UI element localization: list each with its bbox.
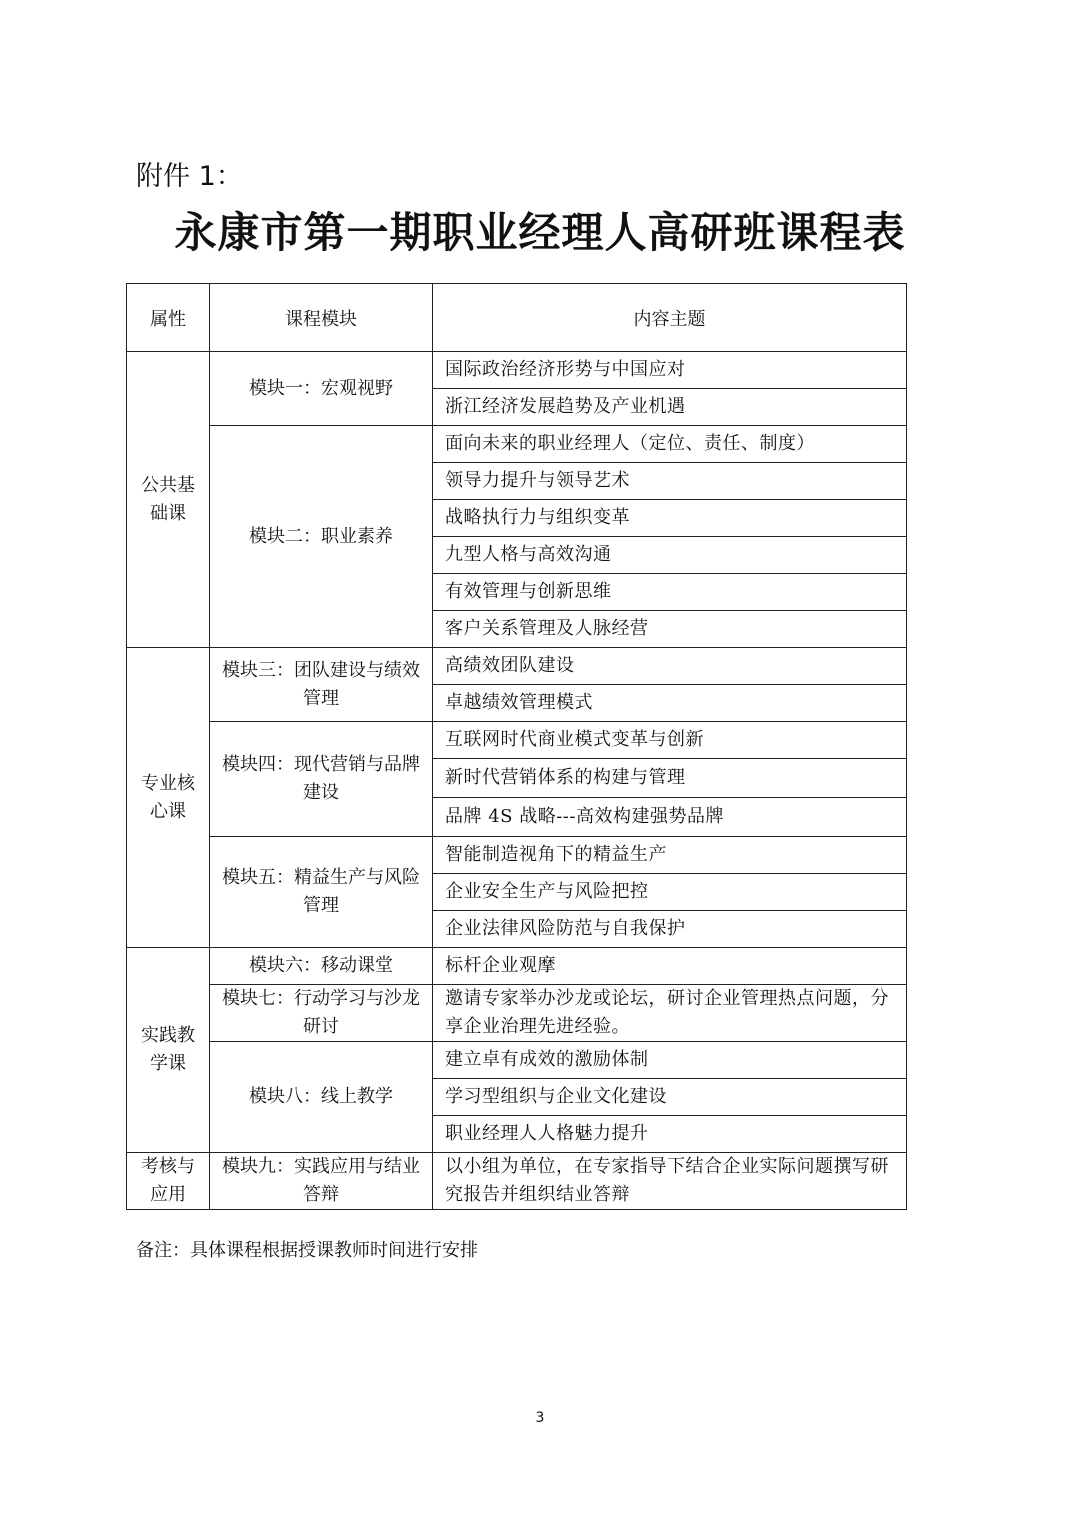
topic-cell: 卓越绩效管理模式 [433, 685, 907, 722]
topic-cell: 邀请专家举办沙龙或论坛，研讨企业管理热点问题，分享企业治理先进经验。 [433, 985, 907, 1042]
attribute-cell: 考核与应用 [127, 1153, 210, 1210]
table-row [127, 1042, 907, 1079]
topic-cell: 国际政治经济形势与中国应对 [433, 352, 907, 389]
topic-cell: 客户关系管理及人脉经营 [433, 611, 907, 648]
attachment-label: 附件 1： [136, 161, 243, 192]
topic-cell: 建立卓有成效的激励体制 [433, 1042, 907, 1079]
topic-cell: 学习型组织与企业文化建设 [433, 1079, 907, 1116]
module-cell: 模块九：实践应用与结业答辩 [210, 1153, 433, 1210]
topic-cell: 面向未来的职业经理人（定位、责任、制度） [433, 426, 907, 463]
topic-cell: 品牌 4S 战略---高效构建强势品牌 [433, 798, 907, 837]
module-cell: 模块三：团队建设与绩效管理 [210, 648, 433, 722]
topic-cell: 有效管理与创新思维 [433, 574, 907, 611]
topic-cell: 互联网时代商业模式变革与创新 [433, 722, 907, 759]
course-schedule-table [126, 283, 907, 1210]
table-row [127, 985, 907, 1042]
module-cell: 模块五：精益生产与风险管理 [210, 837, 433, 948]
module-cell: 模块八：线上教学 [210, 1042, 433, 1153]
topic-cell: 职业经理人人格魅力提升 [433, 1116, 907, 1153]
module-cell: 模块二：职业素养 [210, 426, 433, 648]
module-cell: 模块六：移动课堂 [210, 948, 433, 985]
attribute-cell: 实践教学课 [127, 948, 210, 1153]
topic-cell: 战略执行力与组织变革 [433, 500, 907, 537]
table-row [127, 648, 907, 685]
table-row [127, 837, 907, 874]
module-cell: 模块一：宏观视野 [210, 352, 433, 426]
topic-cell: 领导力提升与领导艺术 [433, 463, 907, 500]
topic-cell: 企业法律风险防范与自我保护 [433, 911, 907, 948]
table-row [127, 722, 907, 759]
table-header-row [127, 284, 907, 352]
module-cell: 模块四：现代营销与品牌建设 [210, 722, 433, 837]
topic-cell: 高绩效团队建设 [433, 648, 907, 685]
footnote: 备注：具体课程根据授课教师时间进行安排 [136, 1240, 478, 1261]
attribute-cell: 公共基础课 [127, 352, 210, 648]
table-row [127, 352, 907, 389]
header-attribute: 属性 [127, 284, 210, 352]
topic-cell: 以小组为单位，在专家指导下结合企业实际问题撰写研究报告并组织结业答辩 [433, 1153, 907, 1210]
attribute-cell: 专业核心课 [127, 648, 210, 948]
topic-cell: 新时代营销体系的构建与管理 [433, 759, 907, 798]
header-topic: 内容主题 [433, 284, 907, 352]
topic-cell: 智能制造视角下的精益生产 [433, 837, 907, 874]
page-number: 3 [535, 1410, 545, 1426]
table-row [127, 426, 907, 463]
topic-cell: 九型人格与高效沟通 [433, 537, 907, 574]
module-cell: 模块七：行动学习与沙龙研讨 [210, 985, 433, 1042]
topic-cell: 标杆企业观摩 [433, 948, 907, 985]
header-module: 课程模块 [210, 284, 433, 352]
topic-cell: 浙江经济发展趋势及产业机遇 [433, 389, 907, 426]
table-row [127, 1153, 907, 1210]
table-row [127, 948, 907, 985]
document-title: 永康市第一期职业经理人高研班课程表 [174, 208, 906, 257]
topic-cell: 企业安全生产与风险把控 [433, 874, 907, 911]
